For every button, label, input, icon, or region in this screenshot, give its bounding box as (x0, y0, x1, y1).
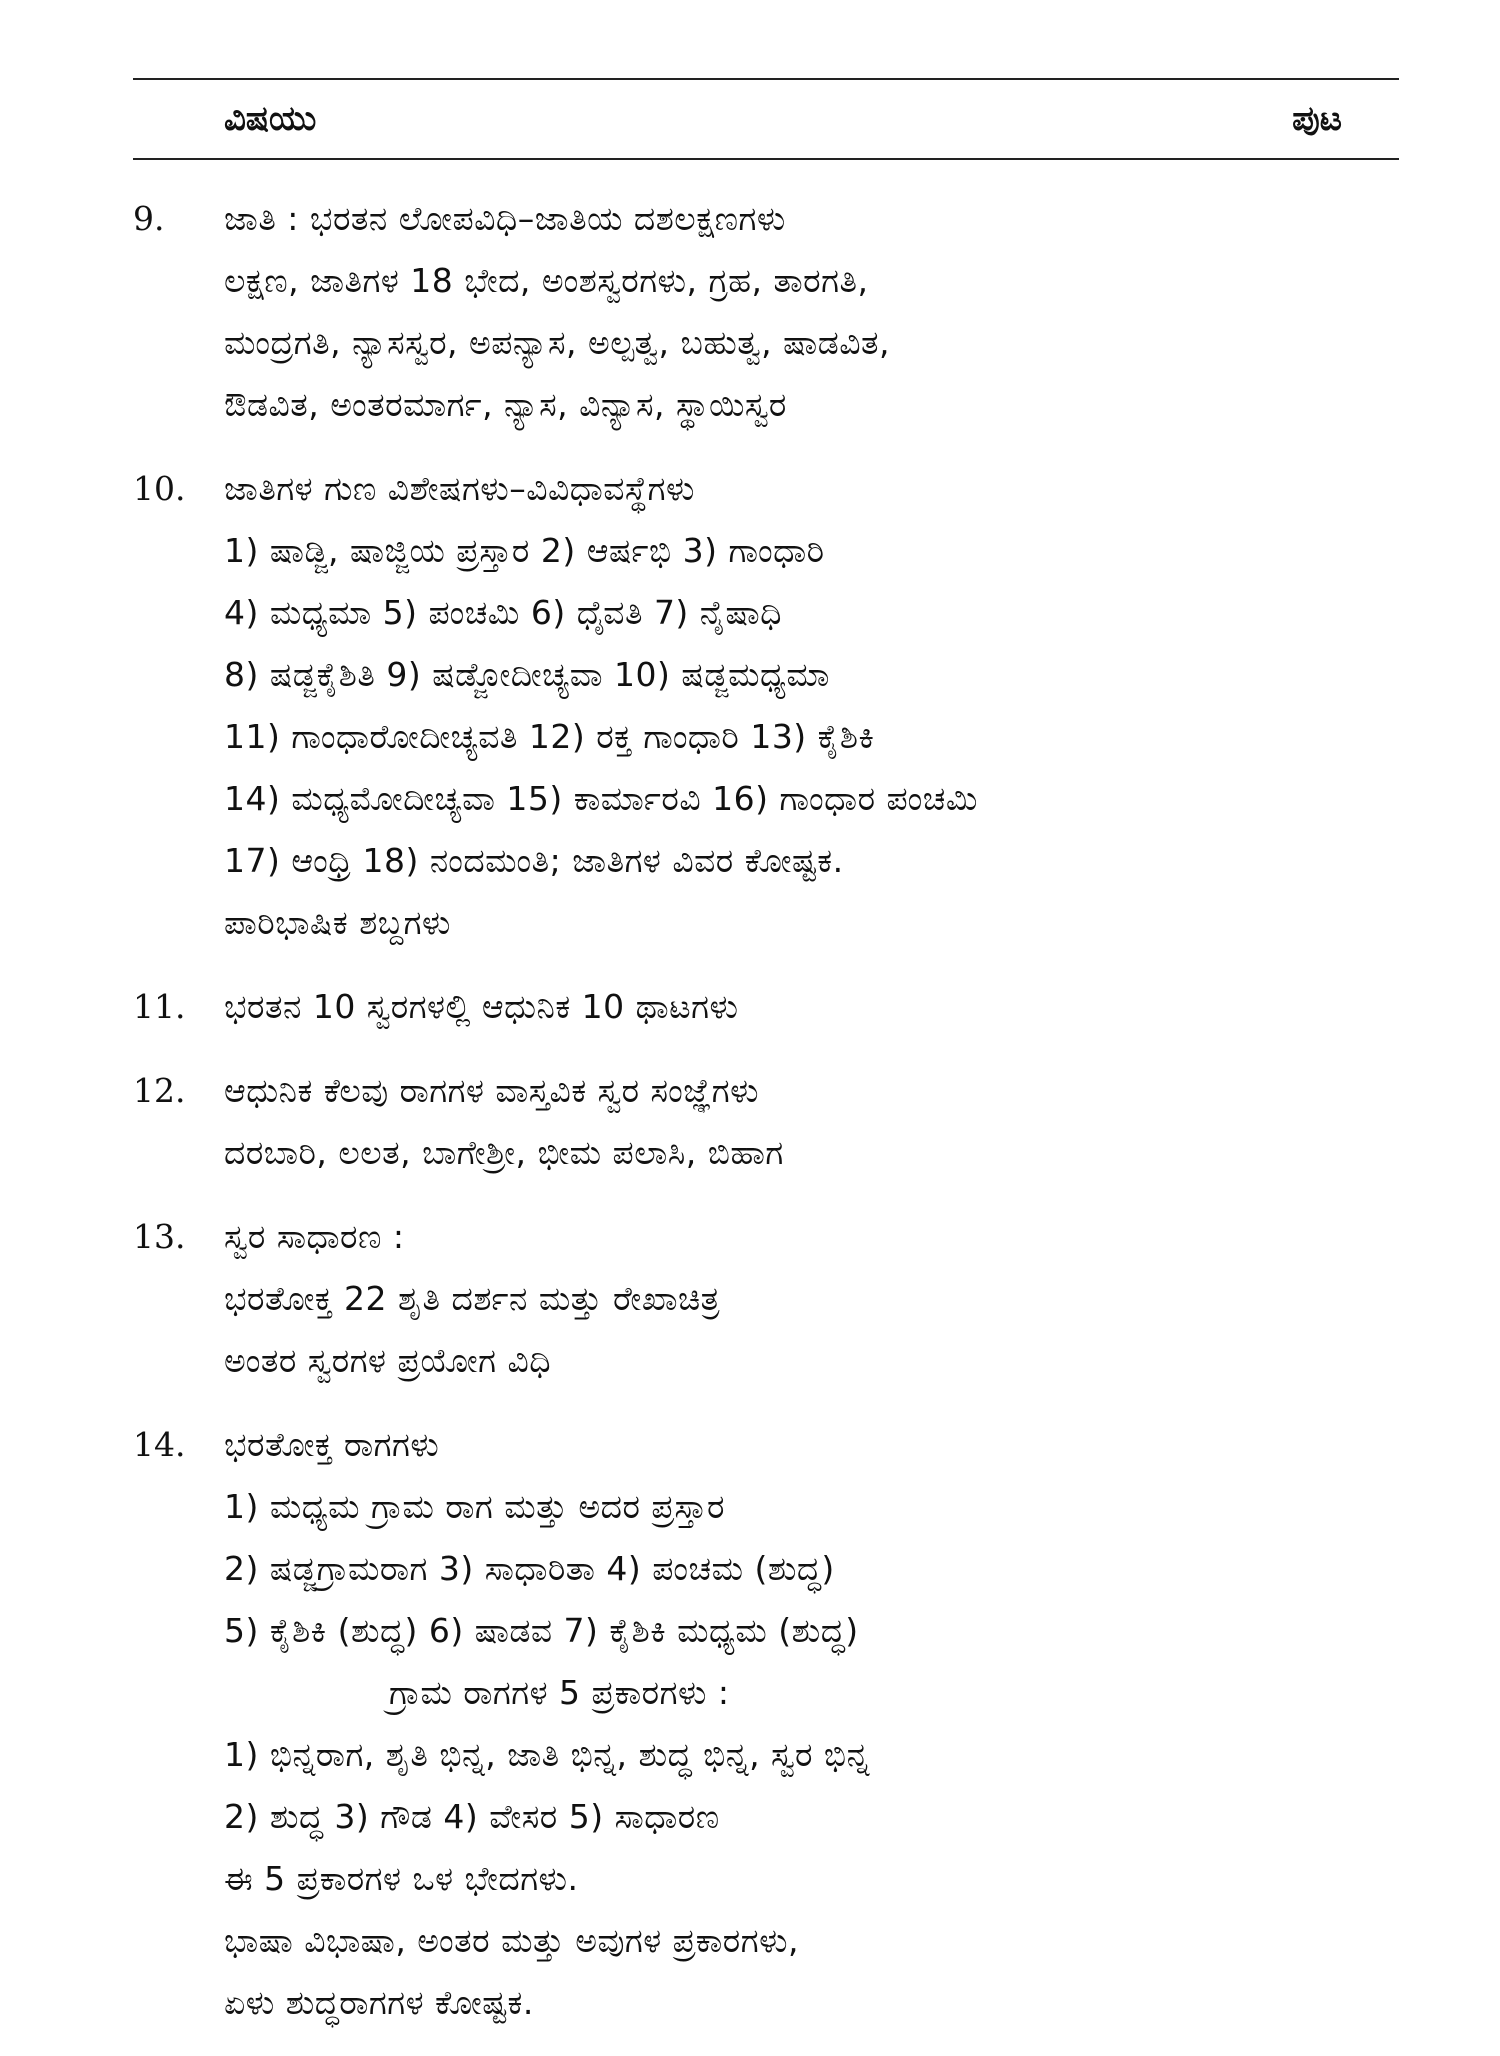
entry-line: ಭರತೋಕ್ತ ರಾಗಗಳು (224, 1425, 440, 1464)
entry-line: 5) ಕೈಶಿಕಿ (ಶುದ್ಧ) 6) ಷಾಡವ 7) ಕೈಶಿಕಿ ಮಧ್ಯಮ (ಶುದ್ಧ) (224, 1611, 859, 1650)
entry-line: ಭರತೋಕ್ತ 22 ಶೃತಿ ದರ್ಶನ ಮತ್ತು ರೇಖಾಚಿತ್ರ (224, 1279, 721, 1318)
entry-line: ಸ್ವರ ಸಾಧಾರಣ : (224, 1217, 405, 1256)
header-bottom-rule (133, 158, 1399, 160)
entry-line: ಮಂದ್ರಗತಿ, ನ್ಯಾಸಸ್ವರ, ಅಪನ್ಯಾಸ, ಅಲ್ಪತ್ವ, ಬಹುತ್ವ, ಷಾಡವಿತ, (224, 323, 890, 362)
entry-line: 17) ಆಂಧ್ರಿ 18) ನಂದಮಂತಿ; ಜಾತಿಗಳ ವಿವರ ಕೋಷ್ಟಕ. (224, 841, 844, 880)
entry-line: 14) ಮಧ್ಯಮೋದೀಚ್ಯವಾ 15) ಕಾರ್ಮಾರವಿ 16) ಗಾಂಧಾರ ಪಂಚಮಿ (224, 779, 978, 818)
header-subject-label: ವಿಷಯು (224, 99, 317, 139)
entry-line: 11) ಗಾಂಧಾರೋದೀಚ್ಯವತಿ 12) ರಕ್ತ ಗಾಂಧಾರಿ 13) ಕೈಶಿಕಿ (224, 717, 875, 756)
entry-line: ಜಾತಿ : ಭರತನ ಲೋಪವಿಧಿ–ಜಾತಿಯ ದಶಲಕ್ಷಣಗಳು (224, 199, 786, 238)
entry-line: ಲಕ್ಷಣ, ಜಾತಿಗಳ 18 ಭೇದ, ಅಂಶಸ್ವರಗಳು, ಗ್ರಹ, ತಾರಗತಿ, (224, 261, 869, 300)
entry-line: ಈ 5 ಪ್ರಕಾರಗಳ ಒಳ ಭೇದಗಳು. (224, 1859, 579, 1898)
table-of-contents (133, 188, 1399, 2056)
toc-entry-14 (133, 1414, 1399, 2034)
toc-entry-9 (133, 188, 1399, 436)
entry-line: 4) ಮಧ್ಯಮಾ 5) ಪಂಚಮಿ 6) ಧೈವತಿ 7) ನೈಷಾಧಿ (224, 593, 782, 632)
toc-entry-12 (133, 1060, 1399, 1184)
entry-subheading: ಗ್ರಾಮ ರಾಗಗಳ 5 ಪ್ರಕಾರಗಳು : (389, 1673, 730, 1712)
toc-entry-10 (133, 458, 1399, 954)
entry-line: ಭಾಷಾ ವಿಭಾಷಾ, ಅಂತರ ಮತ್ತು ಅವುಗಳ ಪ್ರಕಾರಗಳು, (224, 1921, 799, 1960)
entry-line: 1) ಭಿನ್ನರಾಗ, ಶೃತಿ ಭಿನ್ನ, ಜಾತಿ ಭಿನ್ನ, ಶುದ್ಧ ಭಿನ್ನ, ಸ್ವರ ಭಿನ್ನ (224, 1735, 870, 1774)
header-top-rule (133, 78, 1399, 80)
toc-entry-11 (133, 976, 1399, 1038)
entry-line: ಭರತನ 10 ಸ್ವರಗಳಲ್ಲಿ ಆಧುನಿಕ 10 ಥಾಟಗಳು (224, 987, 739, 1026)
entry-line: ಏಳು ಶುದ್ಧರಾಗಗಳ ಕೋಷ್ಟಕ. (224, 1983, 534, 2022)
entry-line: ಅಂತರ ಸ್ವರಗಳ ಪ್ರಯೋಗ ವಿಧಿ (224, 1341, 552, 1380)
entry-number: 14. (133, 1425, 186, 1464)
entry-line: 8) ಷಡ್ಜಕೈಶಿತಿ 9) ಷಡ್ಜೋದೀಚ್ಯವಾ 10) ಷಡ್ಜಮಧ್ಯಮಾ (224, 655, 830, 694)
toc-entry-13 (133, 1206, 1399, 1392)
entry-line: 2) ಷಡ್ಜಗ್ರಾಮರಾಗ 3) ಸಾಧಾರಿತಾ 4) ಪಂಚಮ (ಶುದ್ಧ) (224, 1549, 835, 1588)
entry-line: 2) ಶುದ್ಧ 3) ಗೌಡ 4) ವೇಸರ 5) ಸಾಧಾರಣ (224, 1797, 720, 1836)
entry-line: 1) ಮಧ್ಯಮ ಗ್ರಾಮ ರಾಗ ಮತ್ತು ಅದರ ಪ್ರಸ್ತಾರ (224, 1487, 725, 1526)
entry-number: 10. (133, 469, 186, 508)
entry-number: 12. (133, 1071, 186, 1110)
entry-number: 9. (133, 199, 165, 238)
entry-line: 1) ಷಾಡ್ಜಿ, ಷಾಜ್ಜಿಯ ಪ್ರಸ್ತಾರ 2) ಆರ್ಷಭಿ 3) ಗಾಂಧಾರಿ (224, 531, 825, 570)
header-page-label: ಪುಟ (1292, 99, 1342, 139)
entry-line: ಔಡವಿತ, ಅಂತರಮಾರ್ಗ, ನ್ಯಾಸ, ವಿನ್ಯಾಸ, ಸ್ಥಾಯಿಸ್ವರ (224, 385, 787, 424)
entry-line: ಆಧುನಿಕ ಕೆಲವು ರಾಗಗಳ ವಾಸ್ತವಿಕ ಸ್ವರ ಸಂಜ್ಞೆಗಳು (224, 1071, 760, 1110)
entry-number: 13. (133, 1217, 186, 1256)
entry-line: ಪಾರಿಭಾಷಿಕ ಶಬ್ದಗಳು (224, 903, 451, 942)
entry-line: ಜಾತಿಗಳ ಗುಣ ವಿಶೇಷಗಳು–ವಿವಿಧಾವಸ್ಥೆಗಳು (224, 469, 695, 508)
entry-number: 11. (133, 987, 186, 1026)
entry-line: ದರಬಾರಿ, ಲಲತ, ಬಾಗೇಶ್ರೀ, ಭೀಮ ಪಲಾಸಿ, ಬಿಹಾಗ (224, 1133, 784, 1172)
